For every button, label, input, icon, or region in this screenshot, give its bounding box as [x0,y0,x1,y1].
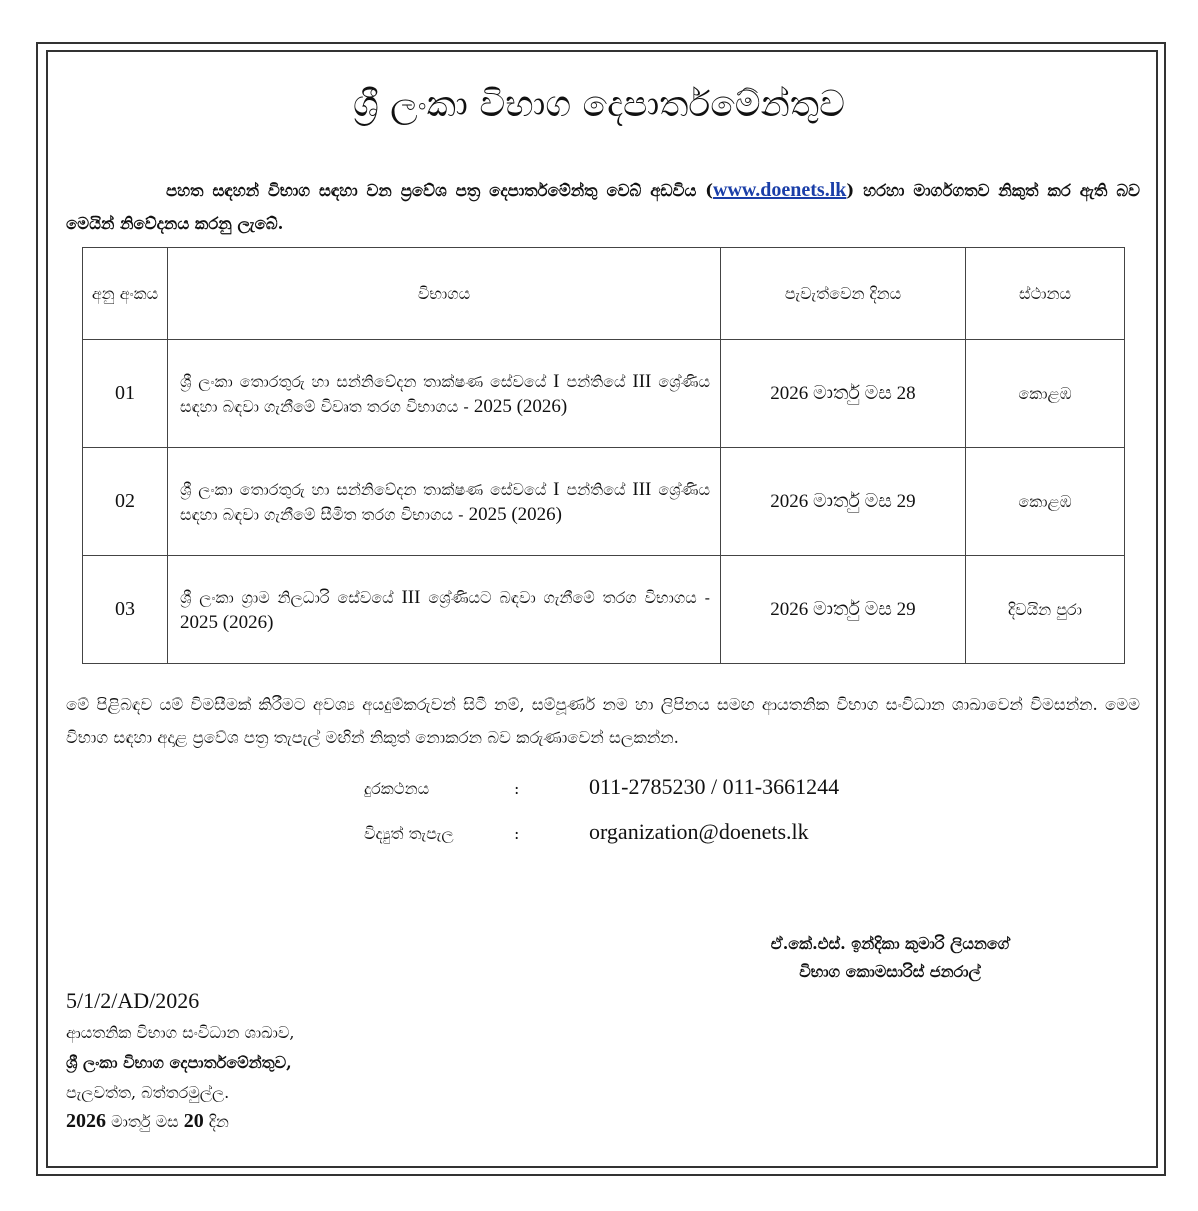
header-date: පැවැත්වෙන දිනය [721,248,966,340]
table-row [83,340,1125,448]
header-serial-no: අනු අංකය [83,248,168,340]
intro-text-after: ) හරහා මාර්ගගතව නිකුත් කර ඇති බව මෙයින් නිවේදනය කරනු ලැබේ. [66,181,1140,233]
intro-paragraph [66,174,1140,240]
row-exam-place: කොළඹ [966,340,1125,448]
reference-number: 5/1/2/AD/2026 [66,988,200,1013]
row-exam-name: ශ්‍රී ලංකා තොරතුරු හා සන්නිවේදන තාක්ෂණ සේවයේ I පන්තියේ III ශ්‍රේණිය සඳහා බඳවා ගැනීමේ විවෘත තරග විභාගය - 2025 (2026) [168,340,721,448]
address-line-3: පැලවත්ත, බත්තරමුල්ල. [66,1083,230,1102]
table-row [83,448,1125,556]
issue-date-day: 20 [183,1110,204,1132]
row-serial-no: 03 [83,556,168,664]
phone-label: දුරකථනය [364,779,430,798]
row-serial-no: 02 [83,448,168,556]
row-exam-place: කොළඹ [966,448,1125,556]
phone-separator: : [514,779,520,798]
issue-date-suffix: දින [203,1112,229,1131]
intro-text-before: පහත සඳහන් විභාග සඳහා වන ප්‍රවේශ පත්‍ර දෙපාර්තමේන්තු වෙබ් අඩවිය ( [166,181,714,200]
issue-date [66,1110,229,1133]
row-exam-place: දිවයින පුරා [966,556,1125,664]
row-exam-date: 2026 මාර්තු මස 28 [721,340,966,448]
header-place: ස්ථානය [966,248,1125,340]
signatory-name: ඒ.කේ.එස්. ඉන්දිකා කුමාරි ලියනගේ [770,934,1010,953]
address-line-1: ආයතනික විභාග සංවිධාන ශාඛාව, [66,1023,295,1042]
table-row [83,556,1125,664]
issue-date-month: මාර්තු මස [106,1112,184,1131]
page-title: ශ්‍රී ලංකා විභාග දෙපාර්තමේන්තුව [353,84,845,125]
signatory-title: විභාග කොමසාරිස් ජනරාල් [799,962,981,981]
row-serial-no: 01 [83,340,168,448]
table-header-row [83,248,1125,340]
row-exam-name: ශ්‍රී ලංකා ග්‍රාම නිලධාරි සේවයේ III ශ්‍රේණියට බඳවා ගැනීමේ තරග විභාගය - 2025 (2026) [168,556,721,664]
phone-value: 011-2785230 / 011-3661244 [589,774,840,799]
address-line-2: ශ්‍රී ලංකා විභාග දෙපාර්තමේන්තුව, [66,1053,292,1072]
row-exam-date: 2026 මාර්තු මස 29 [721,448,966,556]
inquiry-note: මේ පිළිබඳව යම් විමසීමක් කිරීමට අවශ්‍ය අයදුම්කරුවන් සිටී නම්, සම්පූර්ණ නම හා ලිපිනය සමඟ ආයතනික විභාග සංවිධාන ශාඛාවෙන් විමසන්න. මෙම විභාග සඳහා අදාළ ප්‍රවේශ පත්‍ර තැපැල් මඟින් නිකුත් නොකරන බව කරුණාවෙන් සලකන්න. [66,695,1140,747]
issue-date-year: 2026 [66,1110,106,1132]
row-exam-date: 2026 මාර්තු මස 29 [721,556,966,664]
email-label: විද්‍යුත් තැපැල [364,824,454,843]
email-value[interactable]: organization@doenets.lk [589,819,809,844]
row-exam-name: ශ්‍රී ලංකා තොරතුරු හා සන්නිවේදන තාක්ෂණ සේවයේ I පන්තියේ III ශ්‍රේණිය සඳහා බඳවා ගැනීමේ සීමිත තරග විභාගය - 2025 (2026) [168,448,721,556]
exam-table [82,247,1125,664]
header-exam: විභාගය [168,248,721,340]
email-separator: : [514,824,520,843]
website-link[interactable]: www.doenets.lk [713,179,847,201]
